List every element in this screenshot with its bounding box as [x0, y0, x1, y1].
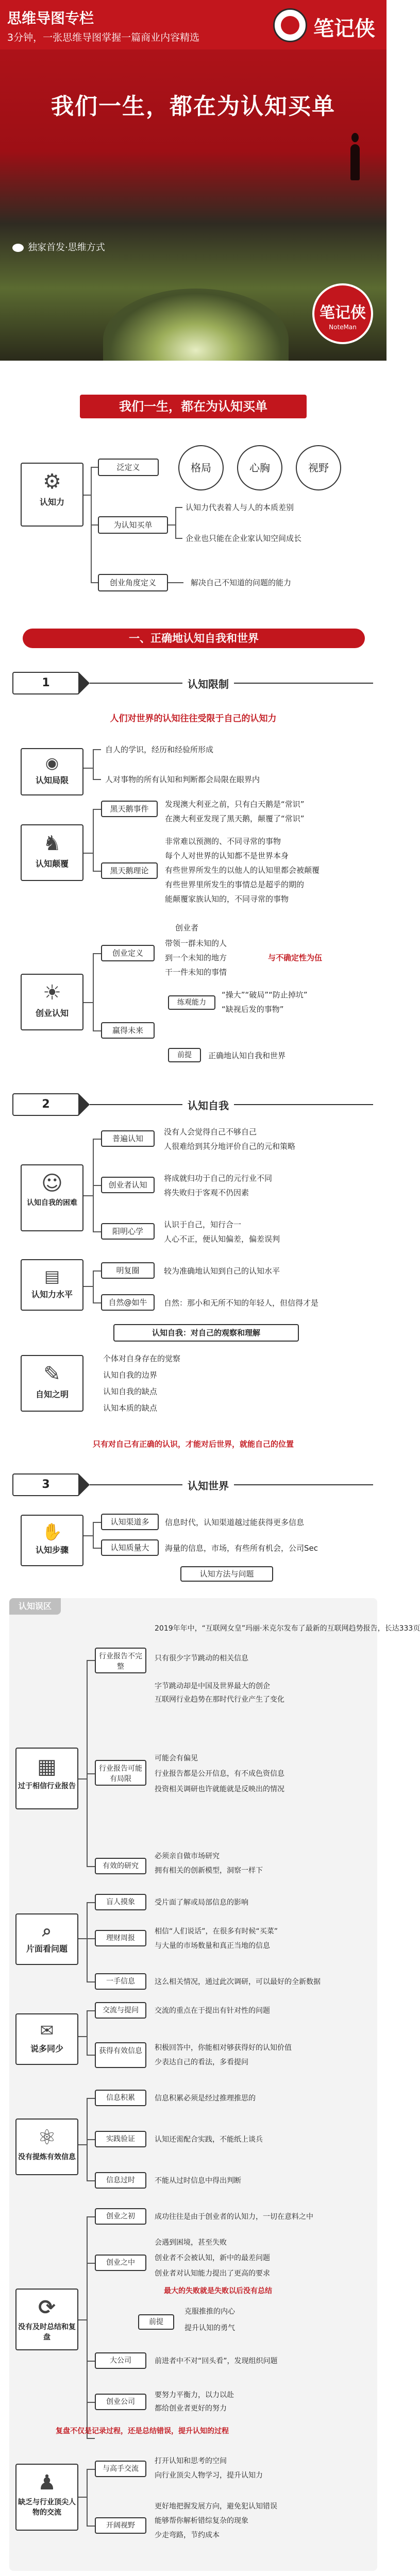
network-icon: ⚙ [43, 470, 61, 494]
person-silhouette-body [350, 144, 360, 180]
branch-label: 交流与提问 [95, 2002, 146, 2019]
step-header: 1 认知限制 [12, 672, 373, 694]
branch-text: 2019年年中，“互联网女皇”玛丽·米克尔发布了最新的互联网趋势报告，长达333页 [155, 1624, 420, 1633]
self-difficulty-node: ☺ 认知自我的困难 [21, 1164, 83, 1231]
branch-label: 认知质量大 [101, 1539, 159, 1556]
misconception-node: ✉ 说多同少 [15, 2013, 78, 2065]
branch-label: 大公司 [95, 2352, 146, 2369]
overview-item-label: 为认知买单 [98, 516, 168, 534]
branch-text: 少表达自己的看法，多看提问 [155, 2058, 248, 2066]
branch-label: 黑天鹅理论 [101, 862, 158, 879]
branch-text: 有些世界所发生的以他人的认知里都会被颠覆 [165, 866, 320, 875]
limit-text: 人对事物的所有认知和判断都会局限在眼界内 [105, 775, 260, 784]
branch-text: 到一个未知的地方 [165, 953, 227, 962]
review-icon: ⟳ [38, 2296, 56, 2319]
branch-text: “缺视后发的事物” [222, 1005, 284, 1014]
branch-text: 在澳大利亚发现了黑天鹅，颠覆了“常识” [165, 814, 305, 823]
branch-text: 投资相关调研也许就能就是反映出的情况 [155, 1785, 284, 1793]
branch-label: 获得有效信息 [95, 2042, 146, 2068]
branch-label: 认知渠道多 [101, 1514, 159, 1530]
branch-text: 这么相关情况，通过此次调研，可以最好的全新数据 [155, 1978, 321, 1986]
network-icon: ⚛ [38, 2126, 56, 2149]
branch-label: 创业之中 [95, 2255, 146, 2271]
chart-icon: ▤ [44, 1266, 60, 1286]
main-title: 我们一生，都在为认知买单 [51, 93, 335, 120]
branch-label: 创业者认知 [101, 1177, 155, 1193]
branch-text: 能够帮你解析错综复杂的现象 [155, 2517, 248, 2525]
branch-text: 发现澳大利亚之前，只有白天鹅是“常识” [165, 800, 305, 809]
branch-text: 前进者中不对“回头看”，发现组织问题 [155, 2357, 278, 2365]
branch-text: 人心不正，便认知偏差，偏差误判 [164, 1234, 280, 1244]
branch-label: 普遍认知 [101, 1130, 155, 1147]
branch-text: 较为准确地认知到自己的认知水平 [164, 1266, 280, 1276]
branch-text: 没有人会觉得自己不够自己 [164, 1127, 257, 1137]
column-subtitle: 3分钟，一张思维导图掌握一篇商业内容精选 [7, 32, 200, 43]
self-knowledge-node: ✎ 自知之明 [21, 1355, 83, 1412]
branch-text: 积极回答中，你能相对够获得好的认知价值 [155, 2044, 292, 2052]
branch-text: 都给创业者更好的努力 [155, 2404, 227, 2413]
branch-text: 创业者 [175, 923, 199, 933]
branch-label: 一手信息 [95, 1973, 146, 1990]
misconception-node: ▦ 过于相信行业报告 [15, 1748, 78, 1809]
section-bar: 一、正确地认知自我和世界 [23, 629, 365, 648]
world-note: 认知方法与问题 [180, 1566, 273, 1582]
branch-text: 相信“人们说话”，在很多有时候“买菜” [155, 1927, 278, 1936]
branch-label: 创业公司 [95, 2394, 146, 2410]
branch-label: 信息积累 [95, 2090, 146, 2106]
branch-text: 打开认知和思考的空间 [155, 2457, 227, 2465]
subvert-node: ♞ 认知颠覆 [21, 824, 83, 881]
search-icon: ⌕ [42, 1921, 52, 1940]
branch-text: 每个人对世界的认知都不是世界本身 [165, 851, 289, 860]
limit-node: ◉ 认知局限 [21, 748, 83, 795]
self-note: 只有对自己有正确的认识，才能对后世界，就能自己的位置 [92, 1439, 294, 1449]
branch-text: 能颠覆家族认知的，不同寻常的事物 [165, 894, 289, 904]
branch-text: 更好地把握发展方向，避免犯认知错误 [155, 2502, 277, 2511]
person-icon: ♟ [38, 2471, 56, 2495]
topic-title: 我们一生，都在为认知买单 [80, 395, 307, 418]
branch-label: 理财周报 [95, 1930, 146, 1946]
branch-label: 与高手交流 [95, 2461, 146, 2477]
branch-label: 行业报告可能有局限 [95, 1760, 146, 1786]
overview-item-label: 创业角度定义 [98, 574, 168, 591]
review-note: 复盘不仅是记录过程，还是总结错误，提升认知的过程 [56, 2427, 229, 2435]
branch-text: 互联网行业趋势在那时代行业产生了变化 [155, 1696, 284, 1704]
misconception-panel [9, 1598, 420, 2571]
branch-text: 海量的信息，市场，有些所有机会，公司Sec [165, 1544, 318, 1553]
branch-label: 盲人摸象 [95, 1894, 146, 1910]
branch-text: 将成就归功于自己的元行业不同 [164, 1174, 273, 1183]
head-icon: ☺ [41, 1172, 63, 1195]
branch-sub: 前提 [138, 2314, 174, 2330]
branch-text: 信息时代，认知渠道越过能获得更多信息 [165, 1518, 305, 1527]
cognition-level-node: ▤ 认知力水平 [21, 1259, 83, 1311]
branch-text: 认识于自己，知行合一 [164, 1220, 242, 1229]
hand-icon: ✋ [42, 1522, 62, 1541]
self-text: 个体对自身存在的觉察 [103, 1354, 181, 1363]
branch-label: 行业报告不完整 [95, 1648, 146, 1673]
branch-note: 与不确定性为伍 [268, 953, 323, 962]
branch-text: 提升认知的勇气 [184, 2324, 235, 2332]
branch-text: 创业者不会被认知，新中的最差问题 [155, 2254, 270, 2262]
overview-circle-2: 心胸 [237, 445, 282, 490]
branch-text: 创业者对认知能力提出了更高的要求 [155, 2269, 270, 2278]
self-text: 认知自我的边界 [103, 1370, 158, 1380]
mindmap-content [0, 361, 420, 2576]
brand-logo [273, 5, 376, 44]
branch-text: 人很难给到其分地评价自己的元和策略 [164, 1142, 296, 1151]
weibo-icon [12, 244, 24, 252]
branch-text: 少走弯路，节约成本 [155, 2531, 220, 2539]
branch-text: 克服推推的内心 [184, 2308, 235, 2316]
branch-text: 干一件未知的事情 [165, 968, 227, 977]
branch-sub: 前提 [168, 1048, 201, 1062]
speech-icon: ✉ [40, 2021, 54, 2040]
branch-text: 可能会有偏见 [155, 1754, 198, 1762]
swan-icon: ♞ [43, 832, 61, 855]
thinking-icon: ✎ [43, 1362, 61, 1386]
branch-text: 交流的重点在于提出有针对性的问题 [155, 2007, 270, 2015]
branch-text: 非常难以预测的、不同寻常的事物 [165, 837, 281, 846]
branch-text: 将失败归于客观不仍因素 [164, 1188, 249, 1197]
step-subtitle: 人们对世界的认知往往受限于自己的认知力 [110, 714, 277, 724]
startup-node: ☀ 创业认知 [21, 974, 83, 1030]
branch-label: 明复圈 [101, 1262, 155, 1279]
branch-text: 向行业顶尖人物学习，提升认知力 [155, 2471, 263, 2480]
branch-text: 自然：那小和无所不知的年轻人，但信得才是 [164, 1298, 319, 1308]
branch-text: 必须亲自做市场研究 [155, 1852, 220, 1860]
misconception-node: ⚛ 没有提炼有效信息 [15, 2119, 78, 2175]
misconception-node: ⌕ 片面看问题 [15, 1913, 78, 1965]
misconception-node: ⟳ 没有及时总结和复盘 [15, 2289, 78, 2350]
branch-text: “操大”“破局”“防止掉坑” [222, 990, 308, 999]
overview-root: ⚙ 认知力 [21, 463, 83, 527]
overview-circle-3: 视野 [296, 445, 341, 490]
branch-text: 会遇到困境，甚至失败 [155, 2239, 227, 2247]
brand-name: 笔记侠 [313, 16, 375, 41]
limit-text: 自人的学识，经历和经验所形成 [105, 745, 214, 754]
branch-label: 黑天鹅事件 [101, 801, 158, 817]
brand-circle-icon [273, 8, 307, 42]
tagline: 独家首发·思维方式 [12, 240, 105, 253]
branch-text: 字节跳动却是中国及世界最大的创企 [155, 1682, 270, 1690]
eye-icon: ◉ [45, 754, 59, 772]
branch-text: 带领一群未知的人 [165, 939, 227, 948]
branch-label: 实践验证 [95, 2131, 146, 2147]
column-title: 思维导图专栏 [7, 10, 94, 27]
branch-sub: 练观能力 [168, 995, 215, 1010]
overview-text: 解决自己不知道的问题的能力 [191, 578, 292, 587]
branch-text: 要努力平衡力，以力以赴 [155, 2391, 234, 2399]
report-icon: ▦ [37, 1755, 57, 1778]
self-knowledge-title: 认知自我：对自己的观察和理解 [113, 1324, 299, 1342]
branch-text: 只有很少字节跳动的相关信息 [155, 1654, 248, 1663]
overview-text: 认知力代表着人与人的本质差别 [186, 503, 294, 512]
branch-text: 行业报告都是公开信息，有不成色资信息 [155, 1770, 284, 1778]
step-header: 2 认知自我 [12, 1093, 373, 1116]
branch-label: 信息过时 [95, 2172, 146, 2189]
branch-label: 有效的研究 [95, 1858, 146, 1874]
branch-text: 受片面了解或局部信息的影响 [155, 1899, 248, 1907]
branch-text: 与大量的市场数量和真正当地的信息 [155, 1942, 270, 1950]
misconception-node: ♟ 缺乏与行业顶尖人物的交流 [15, 2464, 78, 2531]
brand-stamp: 笔记侠 NoteMan [312, 283, 373, 344]
person-silhouette-icon [351, 133, 359, 142]
branch-label: 阳明心学 [101, 1223, 155, 1240]
step-header: 3 认知世界 [12, 1473, 373, 1496]
self-text: 认知本质的缺点 [103, 1403, 158, 1413]
panel-tag: 认知误区 [9, 1598, 61, 1615]
overview-circle-1: 格局 [178, 445, 224, 490]
world-steps-node: ✋ 认知步骤 [21, 1515, 83, 1566]
branch-label: 自然@如牛 [101, 1294, 155, 1311]
branch-note: 最大的失败就是失败以后没有总结 [164, 2287, 272, 2295]
branch-text: 成功往往是由于创业者的认知力，一切在意料之中 [155, 2213, 313, 2221]
overview-item-label: 泛定义 [98, 459, 159, 476]
branch-text: 信息积累必须是经过推理推思的 [155, 2094, 256, 2103]
branch-label: 创业之初 [95, 2208, 146, 2225]
branch-text: 有些世界里所发生的事情总是超乎的期的 [165, 880, 305, 889]
bulb-icon: ☀ [43, 981, 61, 1005]
header-banner [0, 0, 387, 361]
branch-text: 拥有相关的创新模型，洞察一样下 [155, 1867, 263, 1875]
branch-label: 开阔视野 [95, 2517, 146, 2534]
branch-text: 正确地认知自我和世界 [208, 1051, 286, 1060]
self-text: 认知自我的缺点 [103, 1387, 158, 1396]
branch-label: 创业定义 [101, 945, 155, 961]
overview-text: 企业也只能在企业家认知空间成长 [186, 534, 302, 543]
branch-label: 赢得未来 [101, 1022, 155, 1039]
branch-text: 认知还需配合实践，不能纸上谈兵 [155, 2136, 263, 2144]
branch-text: 不能从过时信息中得出判断 [155, 2177, 241, 2185]
